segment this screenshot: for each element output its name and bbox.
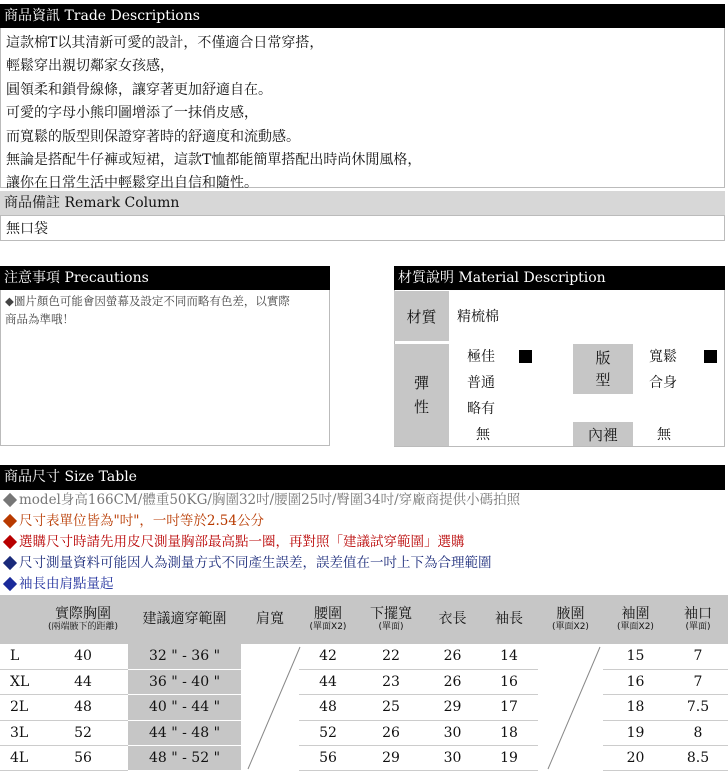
size-header-label: 袖長 [495,611,523,627]
size-cell-range: 36 " - 40 " [128,669,241,694]
size-cell-sleeve: 14 [480,644,538,669]
precautions-line-1: ◆圖片顏色可能會因螢幕及設定不同而略有色差，以實際 [5,294,290,308]
size-cell-chest: 44 [38,669,128,694]
size-note-text: 選購尺寸時請先用皮尺測量胸部最高點一圈，再對照「建議試穿範圍」選購 [19,534,465,550]
fit-selected-marker [704,350,717,363]
size-header-label: 實際胸圍 [55,605,111,622]
empty-cell [241,720,299,745]
trade-title: 商品資訊 Trade Descriptions [0,4,725,28]
lining-label: 內裡 [573,422,633,446]
size-note [2,553,492,573]
size-cell-chest: 40 [38,644,128,669]
elasticity-none: 無 [476,427,490,443]
table-row [0,746,728,771]
size-note-text: 尺寸測量資料可能因人為測量方式不同產生誤差，誤差值在一吋上下為合理範圍 [19,555,492,571]
precautions-line-2: 商品為準哦！ [5,312,74,326]
size-note [2,511,264,531]
size-header-cell [480,595,538,644]
size-header-label: 建議適穿範圍 [142,611,227,627]
size-cell-hem: 29 [357,746,425,771]
size-cell-cuff: 7.5 [668,695,728,720]
size-cell-length: 26 [425,669,480,694]
size-header-cell [128,595,241,644]
size-cell-cuff: 8.5 [668,746,728,771]
diamond-bullet-icon [3,514,17,528]
trade-description-line: 而寬鬆的版型則保證穿著時的舒適度和流動感。 [6,128,300,145]
size-header-sublabel: (單面X2) [552,621,589,632]
size-header-cell [603,595,668,644]
size-cell-waist: 42 [299,644,357,669]
size-header-sublabel: (單面X2) [617,621,654,632]
size-header-cell [299,595,357,644]
size-cell-size: 3L [0,720,38,745]
diamond-bullet-icon [3,577,17,591]
size-header-label: 腰圍 [314,605,342,622]
material-title: 材質說明 Material Description [394,266,725,290]
empty-cell [241,669,299,694]
size-cell-length: 29 [425,695,480,720]
fit-label-1: 版 [595,349,611,367]
size-cell-sleeve-circ: 18 [603,695,668,720]
elasticity-label-1: 彈 [413,374,429,392]
empty-cell [241,746,299,771]
trade-description-box [0,28,725,192]
trade-description-line: 可愛的字母小熊印圖增添了一抹俏皮感， [6,105,258,122]
size-header-cell [241,595,299,644]
table-row [0,695,728,720]
table-row [0,720,728,745]
size-header-sublabel: (單面X2) [309,621,347,632]
size-note-text: 袖長由肩點量起 [19,576,114,592]
diamond-bullet-icon [3,556,17,570]
empty-cell [538,695,603,720]
size-cell-range: 40 " - 44 " [128,695,241,720]
size-cell-sleeve: 18 [480,720,538,745]
size-header-cell [538,595,603,644]
elasticity-label-2: 性 [413,398,429,416]
size-cell-sleeve: 17 [480,695,538,720]
size-header-cell [38,595,128,644]
empty-cell [241,644,299,669]
size-cell-length: 30 [425,720,480,745]
trade-description-line: 圓領柔和鎖骨線條，讓穿著更加舒適自在。 [6,81,272,98]
precautions-box [0,290,330,446]
size-header-sublabel: (單面) [378,621,404,632]
size-header-cell [668,595,728,644]
size-note [2,532,465,552]
table-row [0,644,728,669]
size-table-header [0,595,728,644]
size-cell-range: 44 " - 48 " [128,720,241,745]
size-header-sublabel: (單面) [685,621,711,632]
size-cell-size: 2L [0,695,38,720]
elasticity-label [394,344,449,446]
size-note-text: model身高166CM/體重50KG/胸圍32吋/腰圍25吋/臀圍34吋/穿廠商提供小碼拍照 [19,492,521,508]
size-title: 商品尺寸 Size Table [0,465,725,490]
size-cell-waist: 56 [299,746,357,771]
size-header-cell [357,595,425,644]
size-header-cell [425,595,480,644]
size-cell-cuff: 7 [668,644,728,669]
size-cell-sleeve-circ: 20 [603,746,668,771]
table-row [0,669,728,694]
size-cell-size: L [0,644,38,669]
fit-option-1: 寬鬆 [649,349,677,365]
size-cell-sleeve-circ: 15 [603,644,668,669]
material-label: 材質 [394,291,449,341]
size-note-text: 尺寸表單位皆為"吋"，一吋等於2.54公分 [19,513,264,529]
trade-description-line: 這款棉T以其清新可愛的設計，不僅適合日常穿搭， [6,35,324,51]
size-cell-hem: 22 [357,644,425,669]
size-header-cell [0,595,38,644]
material-value: 精梳棉 [457,309,499,325]
size-header-sublabel: (兩端腋下的距離) [47,621,119,632]
size-cell-size: XL [0,669,38,694]
size-note [2,574,114,594]
size-cell-waist: 52 [299,720,357,745]
size-cell-sleeve-circ: 16 [603,669,668,694]
size-header-label: 下擺寬 [370,605,412,622]
size-header-label: 袖口 [684,605,712,622]
trade-description-line: 讓你在日常生活中輕鬆穿出自信和隨性。 [6,175,258,192]
empty-cell [241,695,299,720]
diamond-bullet-icon [3,535,17,549]
size-note [2,490,520,510]
size-cell-chest: 48 [38,695,128,720]
size-cell-sleeve: 16 [480,669,538,694]
trade-description-line: 無論是搭配牛仔褲或短裙，這款T恤都能簡單搭配出時尚休閒風格， [6,152,422,169]
size-cell-waist: 44 [299,669,357,694]
trade-description-line: 輕鬆穿出親切鄰家女孩感， [6,58,174,75]
remark-title: 商品備註 Remark Column [0,191,725,215]
size-cell-hem: 25 [357,695,425,720]
size-cell-range: 48 " - 52 " [128,746,241,771]
elasticity-option-2: 普通 [467,375,495,391]
size-cell-sleeve-circ: 19 [603,720,668,745]
size-table [0,595,728,771]
elasticity-option-1: 極佳 [467,349,495,365]
empty-cell [538,644,603,669]
diamond-bullet-icon [3,493,17,507]
remark-box [0,215,725,241]
size-cell-chest: 52 [38,720,128,745]
size-cell-length: 30 [425,746,480,771]
size-cell-waist: 48 [299,695,357,720]
empty-cell [538,746,603,771]
size-cell-hem: 26 [357,720,425,745]
fit-label-2: 型 [595,371,611,389]
lining-value: 無 [657,427,671,443]
size-header-label: 腋圍 [556,605,585,622]
elasticity-option-3: 略有 [467,401,495,417]
empty-cell [538,720,603,745]
empty-cell [538,669,603,694]
size-cell-cuff: 8 [668,720,728,745]
size-cell-cuff: 7 [668,669,728,694]
remark-text: 無口袋 [6,221,48,237]
size-header-label: 肩寬 [256,611,284,627]
elasticity-selected-marker [519,350,532,363]
size-cell-range: 32 " - 36 " [128,644,241,669]
size-cell-size: 4L [0,746,38,771]
size-header-label: 衣長 [438,611,467,627]
size-cell-hem: 23 [357,669,425,694]
fit-option-2: 合身 [649,375,677,391]
precautions-title: 注意事項 Precautions [0,266,330,290]
fit-label [573,344,633,394]
size-cell-length: 26 [425,644,480,669]
size-header-label: 袖圍 [621,605,650,622]
size-cell-chest: 56 [38,746,128,771]
size-cell-sleeve: 19 [480,746,538,771]
